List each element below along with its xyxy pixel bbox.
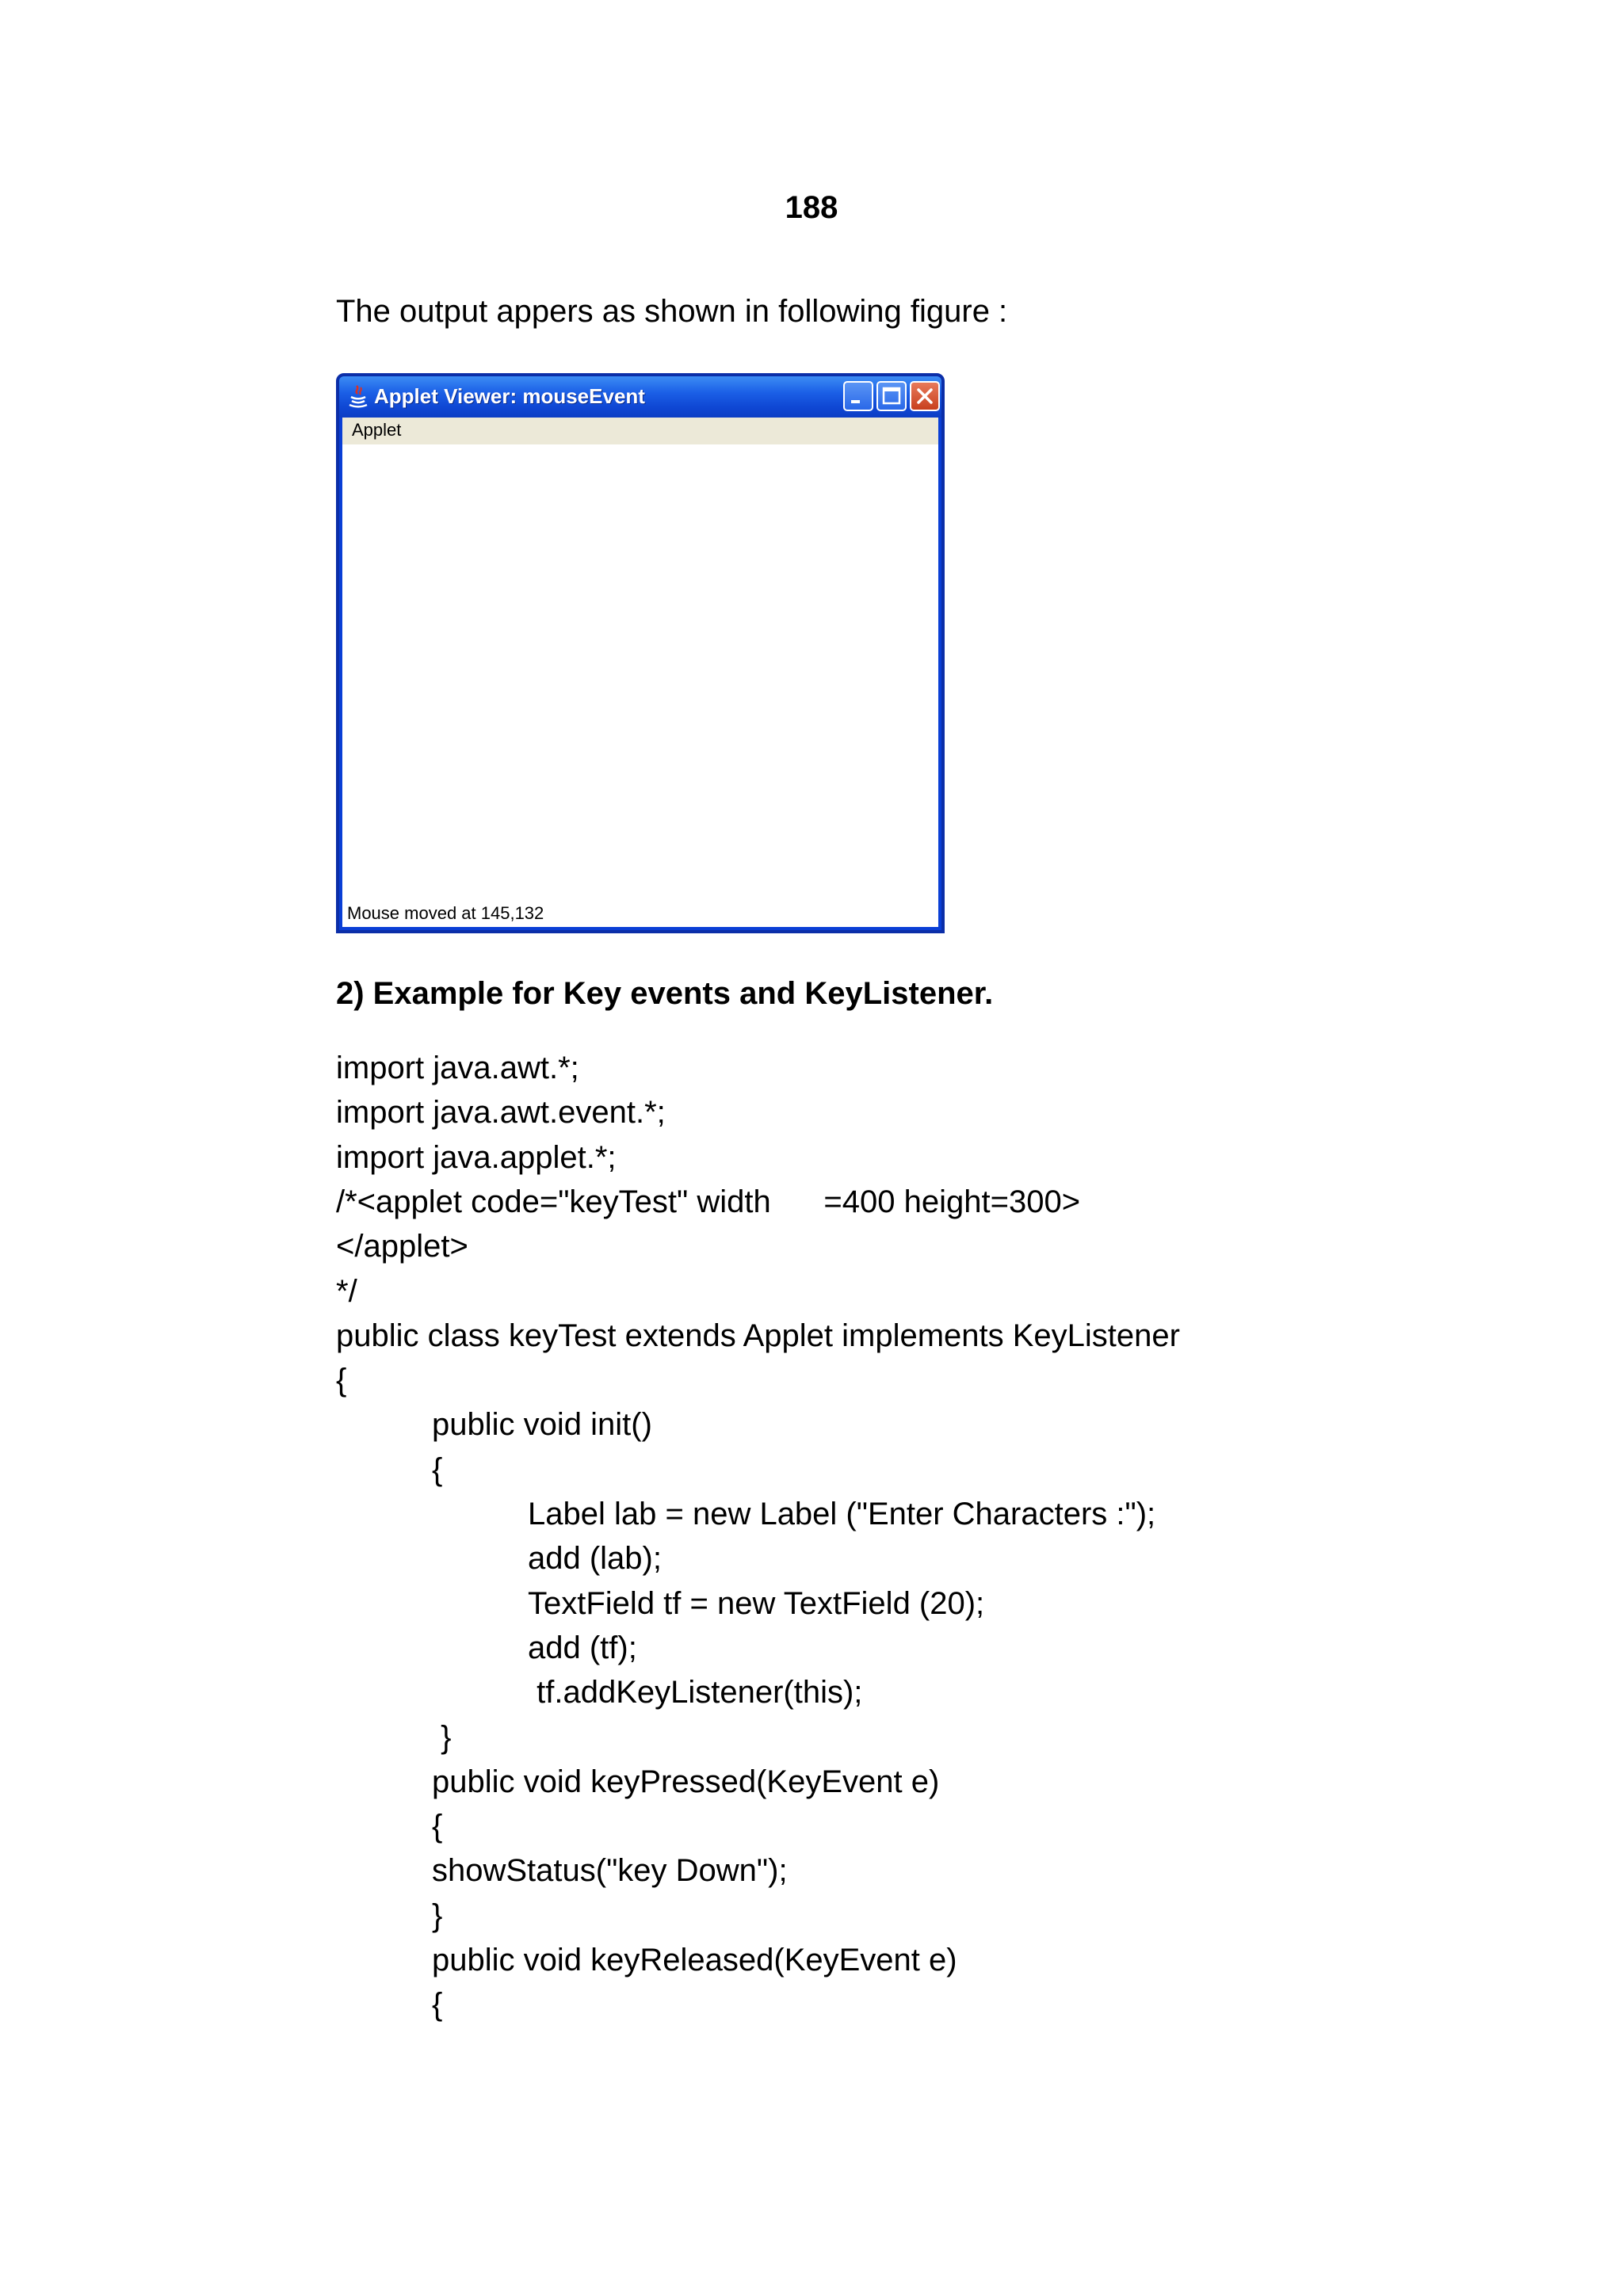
code-line: { — [432, 1451, 443, 1487]
page-number: 188 — [785, 190, 838, 225]
code-line: Label lab = new Label ("Enter Characters :"); — [528, 1497, 1156, 1531]
code-line: { — [336, 1363, 347, 1398]
applet-viewer-window — [336, 373, 945, 933]
code-line: </applet> — [336, 1229, 468, 1264]
code-line: import java.awt.*; — [336, 1051, 579, 1085]
menu-applet[interactable]: Applet — [352, 420, 402, 440]
close-icon — [911, 383, 938, 410]
code-line: public class keyTest extends Applet implements KeyListener — [336, 1318, 1180, 1353]
code-line: import java.awt.event.*; — [336, 1095, 666, 1131]
section-heading: 2) Example for Key events and KeyListener. — [336, 976, 994, 1011]
code-line: { — [432, 1809, 443, 1844]
code-line: /*<applet code="keyTest" width =400 height=300> — [336, 1184, 1081, 1219]
code-line: public void keyPressed(KeyEvent e) — [432, 1764, 940, 1799]
minimize-icon — [845, 383, 872, 410]
window-title: Applet Viewer: mouseEvent — [374, 384, 645, 408]
code-line: */ — [336, 1273, 357, 1309]
window-menubar — [342, 418, 938, 444]
intro-text: The output appers as shown in following figure : — [336, 294, 1008, 329]
status-text: Mouse moved at 145,132 — [347, 903, 544, 923]
window-titlebar[interactable] — [339, 376, 941, 418]
minimize-button[interactable] — [843, 381, 873, 411]
java-icon — [347, 384, 369, 408]
code-line: TextField tf = new TextField (20); — [528, 1585, 985, 1621]
code-line: add (tf); — [528, 1630, 637, 1665]
close-button[interactable] — [910, 381, 940, 411]
applet-content-area[interactable] — [342, 444, 938, 927]
maximize-icon — [878, 383, 905, 410]
code-line: public void keyReleased(KeyEvent e) — [432, 1943, 957, 1978]
code-line: add (lab); — [528, 1541, 662, 1577]
code-line: public void init() — [432, 1407, 652, 1443]
code-line: tf.addKeyListener(this); — [528, 1675, 863, 1711]
code-line: } — [432, 1719, 452, 1755]
code-line: showStatus("key Down"); — [432, 1853, 788, 1889]
code-line: } — [432, 1897, 443, 1933]
code-line: import java.applet.*; — [336, 1139, 617, 1175]
code-line: { — [432, 1987, 443, 2023]
maximize-button[interactable] — [876, 381, 907, 411]
